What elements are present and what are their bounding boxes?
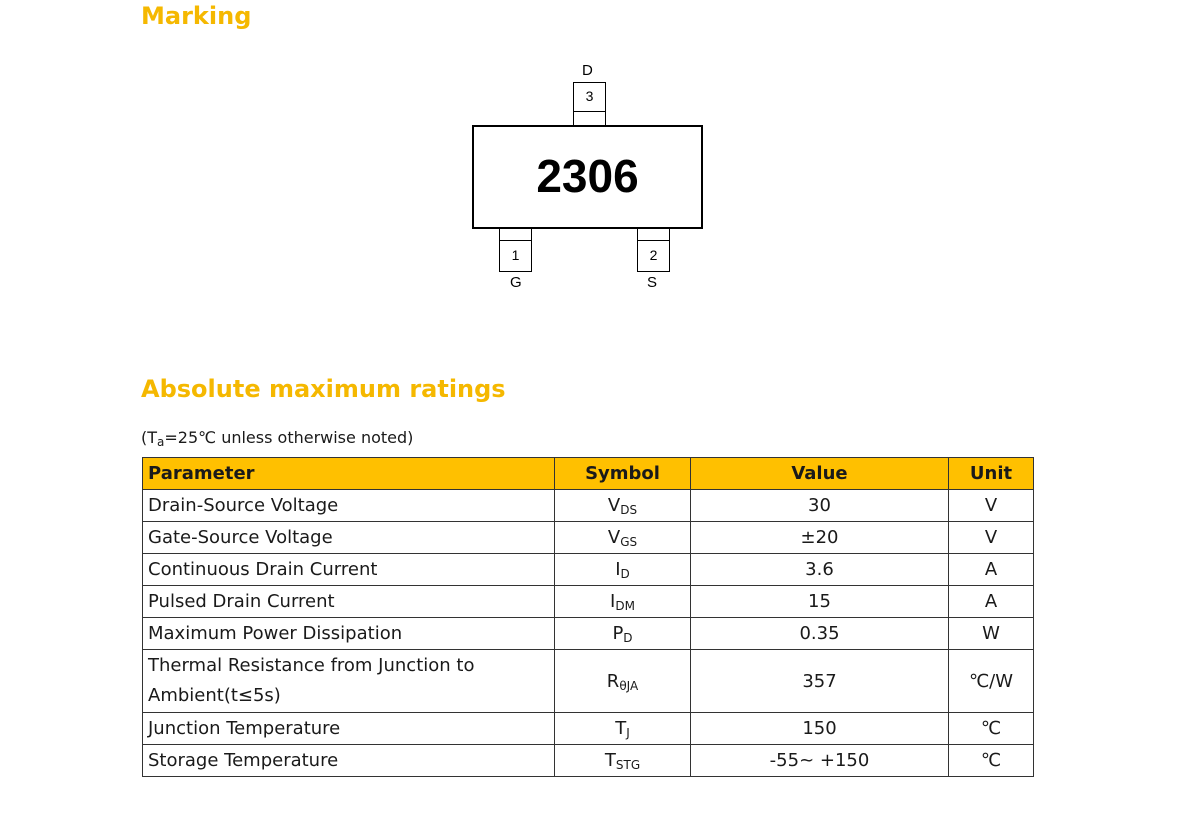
cell-parameter: Drain-Source Voltage xyxy=(143,490,555,522)
cell-symbol: $V_{GS}$ xyxy=(555,522,691,554)
cell-value: 150 xyxy=(691,713,949,745)
table-row xyxy=(143,713,1034,745)
cell-symbol: $I_{DM}$ xyxy=(555,586,691,618)
table-row xyxy=(143,554,1034,586)
marking-code: 2306 xyxy=(536,150,639,202)
pin-2-divider xyxy=(638,240,669,241)
header-symbol: Symbol xyxy=(555,458,691,490)
note-prefix: (T xyxy=(141,428,158,447)
pin-number-1: 1 xyxy=(511,247,520,263)
cell-unit: A xyxy=(949,554,1034,586)
ratings-heading: Absolute maximum ratings xyxy=(141,375,506,403)
cell-parameter: Pulsed Drain Current xyxy=(143,586,555,618)
cell-parameter: Continuous Drain Current xyxy=(143,554,555,586)
pin-3-divider xyxy=(574,111,605,112)
cell-parameter: Maximum Power Dissipation xyxy=(143,618,555,650)
cell-value: 15 xyxy=(691,586,949,618)
cell-symbol: $V_{DS}$ xyxy=(555,490,691,522)
cell-parameter: Junction Temperature xyxy=(143,713,555,745)
table-row xyxy=(143,618,1034,650)
header-unit: Unit xyxy=(949,458,1034,490)
note-suffix: =25℃ unless otherwise noted) xyxy=(164,428,414,447)
table-row xyxy=(143,586,1034,618)
parameter-line-1: Thermal Resistance from Junction to xyxy=(148,655,475,676)
table-row xyxy=(143,522,1034,554)
pin-number-3: 3 xyxy=(585,88,594,104)
cell-unit: V xyxy=(949,522,1034,554)
cell-unit: A xyxy=(949,586,1034,618)
conditions-note xyxy=(141,428,413,447)
header-value: Value xyxy=(691,458,949,490)
cell-symbol: $R_{\theta JA}$ xyxy=(555,650,691,713)
pin-3-lead xyxy=(573,82,606,126)
cell-parameter xyxy=(143,650,555,713)
marking-heading: Marking xyxy=(141,2,252,30)
cell-symbol: $I_D$ xyxy=(555,554,691,586)
cell-symbol: $P_D$ xyxy=(555,618,691,650)
cell-parameter: Storage Temperature xyxy=(143,745,555,777)
cell-unit: W xyxy=(949,618,1034,650)
ratings-table xyxy=(142,457,1034,777)
pin-name-drain: D xyxy=(582,62,593,79)
table-row xyxy=(143,745,1034,777)
pin-name-gate: G xyxy=(510,274,522,291)
cell-unit: V xyxy=(949,490,1034,522)
pin-1-divider xyxy=(500,240,531,241)
cell-unit: ℃/W xyxy=(949,650,1034,713)
cell-value: 0.35 xyxy=(691,618,949,650)
cell-symbol: $T_J$ xyxy=(555,713,691,745)
pin-name-source: S xyxy=(647,274,658,291)
cell-unit: ℃ xyxy=(949,713,1034,745)
parameter-line-2: Ambient(t≤5s) xyxy=(148,685,281,706)
cell-value: 3.6 xyxy=(691,554,949,586)
pin-2-lead xyxy=(637,228,670,272)
note-subscript: a xyxy=(157,435,165,449)
package-body xyxy=(472,125,703,229)
cell-value: 357 xyxy=(691,650,949,713)
cell-value: ±20 xyxy=(691,522,949,554)
cell-unit: ℃ xyxy=(949,745,1034,777)
cell-parameter: Gate-Source Voltage xyxy=(143,522,555,554)
cell-value: -55~ +150 xyxy=(691,745,949,777)
table-header-row xyxy=(143,458,1034,490)
header-parameter: Parameter xyxy=(143,458,555,490)
table-row xyxy=(143,490,1034,522)
cell-value: 30 xyxy=(691,490,949,522)
pin-number-2: 2 xyxy=(649,247,658,263)
table-row xyxy=(143,650,1034,713)
cell-symbol: $T_{STG}$ xyxy=(555,745,691,777)
pin-1-lead xyxy=(499,228,532,272)
